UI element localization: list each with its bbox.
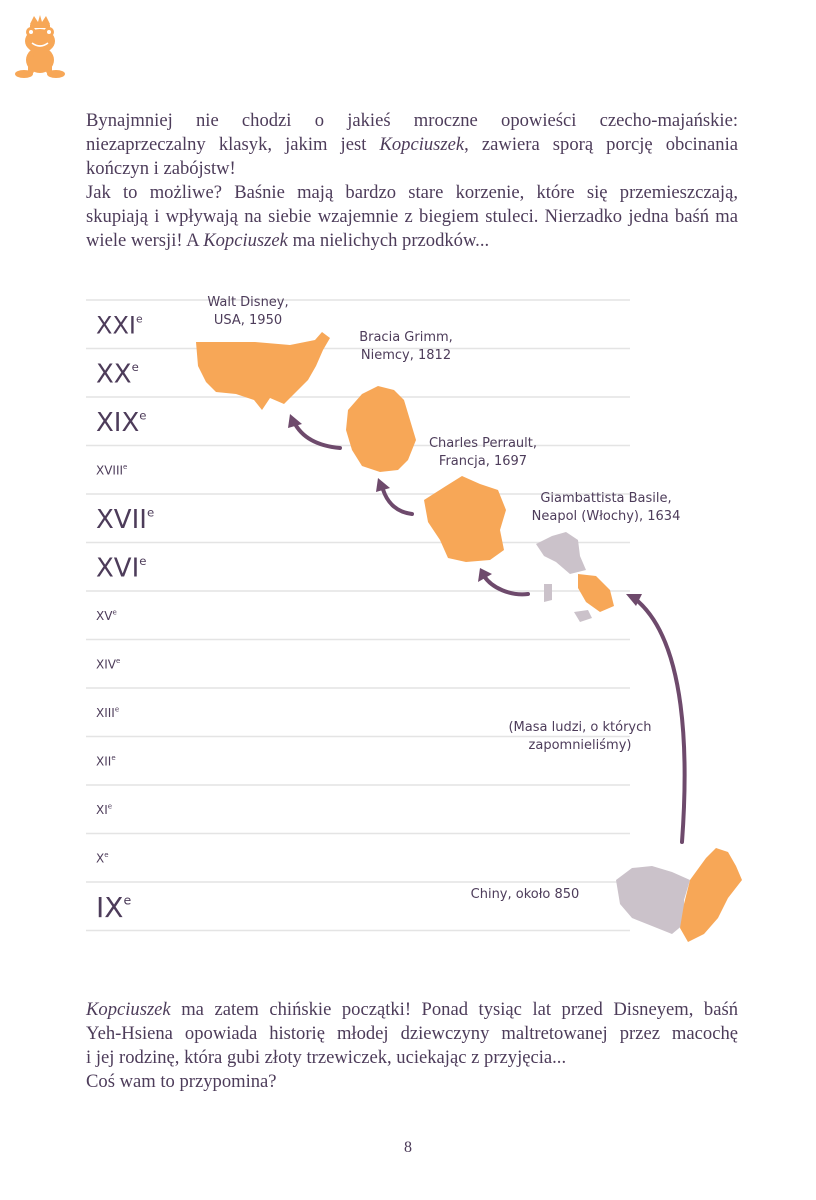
title-kopciuszek: Kopciuszek [86,999,171,1020]
century-label: XXIe [96,311,143,340]
arrow-head [376,478,390,492]
century-label: XIVe [96,656,121,672]
century-label: IXe [96,890,132,924]
migration-arrows [294,422,685,842]
label-basile-2: Neapol (Włochy), 1634 [531,509,681,524]
usa-map [196,332,330,410]
arrow-head [288,414,302,428]
intro-line: wiele wersji! A Kopciuszek ma nielichych przodków... [86,230,490,251]
century-label: XVIIe [96,505,155,536]
label-china: Chiny, około 850 [470,887,580,902]
century-label: XIIIe [96,705,120,720]
century-label: Xe [96,850,109,866]
title-kopciuszek: Kopciuszek [379,134,465,155]
label-basile-1: Giambattista Basile, [540,491,672,506]
century-label: XIIe [96,753,116,769]
intro-line: Bynajmniej nie chodzi o jakieś mroczne opowieści czecho-majańskie: [86,110,738,131]
intro-line: niezaprzeczalny klasyk, jakim jest Kopciuszek, zawiera sporą porcję obcinania [86,134,738,155]
page-number: 8 [404,1139,412,1156]
outro-line: Coś wam to przypomina? [86,1071,277,1092]
label-disney-2: USA, 1950 [213,313,283,328]
century-label: XIXe [96,408,147,439]
label-perrault-2: Francja, 1697 [438,454,528,469]
century-label: XIe [96,802,113,817]
sardinia-map [544,584,552,602]
outro-line: Yeh-Hsiena opowiada historię młodej dziewczyny maltretowanej przez macochę [86,1023,738,1044]
outro-paragraph [86,998,738,1094]
france-map [424,476,506,562]
italy-map [536,532,586,574]
china-west-map [616,866,690,934]
naples-region-map [578,574,614,612]
century-label: XVe [96,608,117,623]
label-disney-1: Walt Disney, [207,295,289,310]
century-label: XXe [96,359,139,390]
century-rows [86,300,630,931]
century-label: XVIe [96,553,147,584]
intro-line: Jak to możliwe? Baśnie mają bardzo stare korzenie, które się przemieszczają, [86,182,738,203]
label-grimm-2: Niemcy, 1812 [360,348,452,363]
arrow-germany-to-usa [294,422,340,448]
outro-line: i jej rodzinę, która gubi złoty trzewiczek, uciekając z przyjęcia... [86,1047,567,1068]
intro-line: skupiają i wpływają na siebie wzajemnie z biegiem stuleci. Nierzadko jedna baśń ma [86,206,738,227]
outro-line: Kopciuszek ma zatem chińskie początki! Ponad tysiąc lat przed Disneyem, baśń [86,999,738,1020]
sicily-map [574,610,592,622]
intro-line: kończyn i zabójstw! [86,158,236,179]
label-mass-1: (Masa ludzi, o których [508,720,652,735]
arrow-france-to-germany [382,486,412,514]
label-perrault-1: Charles Perrault, [428,436,538,451]
century-label: XVIIIe [96,462,128,478]
label-grimm-1: Bracia Grimm, [359,330,453,345]
germany-map [346,386,416,472]
china-east-map [680,848,742,942]
label-mass-2: zapomnieliśmy) [528,738,632,753]
title-kopciuszek: Kopciuszek [203,230,288,251]
